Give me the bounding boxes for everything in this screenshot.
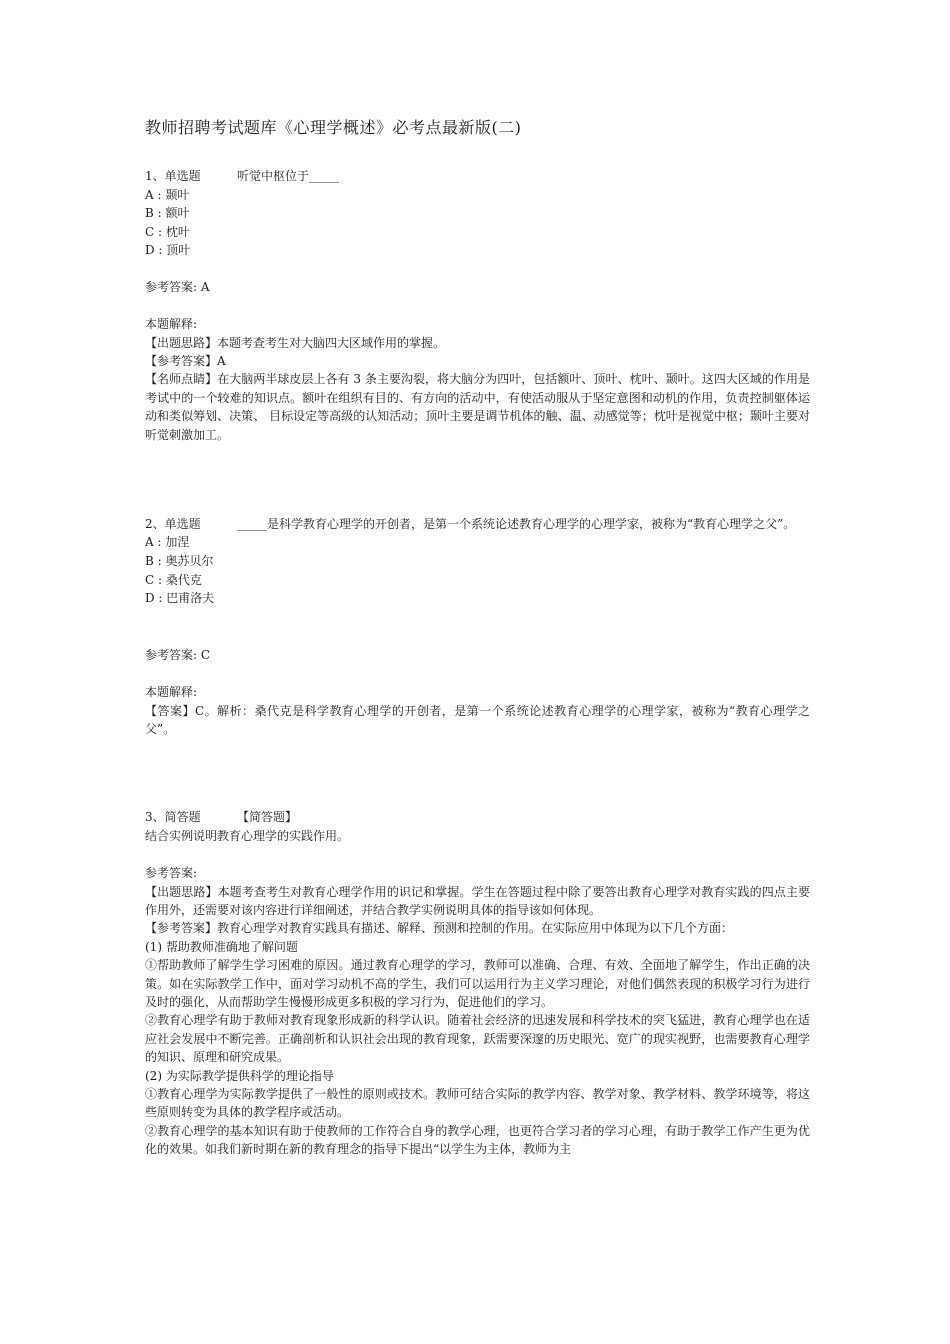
answer-paragraph: ①教育心理学为实际教学提供了一般性的原则或技术。教师可结合实际的教学内容、教学对象、教学材料、教学环境等，将这些原则转变为具体的教学程序或活动。 — [145, 1087, 810, 1120]
question-2 — [145, 515, 810, 608]
explanation-label: 本题解释: — [145, 317, 198, 331]
answer-paragraph: ①帮助教师了解学生学习困难的原因。通过教育心理学的学习，教师可以准确、合理、有效、全面地了解学生，作出正确的决策。如在实际教学工作中，面对学习动机不高的学生，我们可以运用行为主义学习理论，对他们偶然表现的积极学习行为进行及时的强化，从而帮助学生慢慢形成更多积极的学习行为，促进他们的学习。 — [145, 958, 810, 1010]
explanation-paragraph: 【参考答案】A — [145, 354, 226, 368]
question-stem: 【简答题】 — [237, 810, 298, 824]
answer-paragraph: 【参考答案】教育心理学对教育实践具有描述、解释、预测和控制的作用。在实际应用中体现为以下几个方面： — [145, 921, 734, 936]
question-stem: 听觉中枢位于_____ — [237, 169, 340, 183]
option-b: B : 奥苏贝尔 — [145, 554, 214, 568]
option-d: D : 巴甫洛夫 — [145, 591, 215, 606]
answer-paragraph: ②教育心理学的基本知识有助于使教师的工作符合自身的教学心理，也更符合学习者的学习心理，有助于教学工作产生更为优化的效果。如我们新时期在新的教育理念的指导下提出“以学生为主体，教师为主 — [145, 1123, 810, 1157]
question-type: 2、单选题 — [145, 517, 201, 531]
answer: 参考答案: A — [145, 280, 210, 294]
page-title: 教师招聘考试题库《心理学概述》必考点最新版(二) — [145, 118, 522, 137]
question-header — [145, 808, 810, 827]
explanation-paragraph: 【名师点睛】在大脑两半球皮层上各有 3 条主要沟裂，将大脑分为四叶，包括额叶、顶叶、枕叶、颞叶。这四大区域的作用是考试中的一个较难的知识点。额叶在组织有目的、有方向的活动中，有使活动服从于坚定意图和动机的作用，负责控制躯体运动和类似筹划、决策、 目标设定等高级的认知活动；顶叶主要是调节机体的触、温、动感觉等；枕叶是视觉中枢；颞叶主要对听觉刺激加工。 — [145, 372, 810, 442]
answer-paragraph: ②教育心理学有助于教师对教育现象形成新的科学认识。随着社会经济的迅速发展和科学技术的突飞猛进，教育心理学也在适应社会发展中不断完善。正确剖析和认识社会出现的教育现象，跃需要深邃的历史眼光、宽广的现实视野，也需要教育心理学的知识、原理和研究成果。 — [145, 1013, 810, 1065]
explanation-label: 本题解释: — [145, 685, 198, 699]
answer-paragraph: (2) 为实际教学提供科学的理论指导 — [145, 1068, 334, 1083]
reference-answer — [145, 864, 810, 1159]
option-c: C : 桑代克 — [145, 572, 202, 587]
explanation — [145, 683, 810, 738]
explanation — [145, 315, 810, 444]
question-stem: _____是科学教育心理学的开创者，是第一个系统论述教育心理学的心理学家，被称为“教育心理学之父”。 — [237, 517, 796, 531]
question-text: 结合实例说明教育心理学的实践作用。 — [145, 828, 350, 843]
question-header — [145, 515, 810, 533]
option-c: C : 枕叶 — [145, 224, 190, 239]
option-b: B : 额叶 — [145, 206, 190, 221]
question-3 — [145, 808, 810, 845]
explanation-paragraph: 【出题思路】本题考查考生对大脑四大区域作用的掌握。 — [145, 335, 446, 350]
option-d: D : 顶叶 — [145, 243, 191, 258]
question-type: 3、简答题 — [145, 810, 201, 824]
question-type: 1、单选题 — [145, 169, 201, 183]
answer: 参考答案: C — [145, 648, 211, 662]
question-1 — [145, 167, 810, 260]
question-header — [145, 167, 810, 186]
answer-paragraph: 【出题思路】本题考查考生对教育心理学作用的识记和掌握。学生在答题过程中除了要答出教育心理学对教育实践的四点主要作用外，还需要对该内容进行详细阐述，并结合教学实例说明具体的指导该如何体现。 — [145, 884, 810, 917]
answer-label: 参考答案: — [145, 866, 198, 880]
option-a: A : 颞叶 — [145, 187, 190, 202]
option-a: A : 加涅 — [145, 535, 190, 550]
answer-paragraph: (1) 帮助教师准确地了解问题 — [145, 939, 298, 954]
explanation-paragraph: 【答案】C。解析：桑代克是科学教育心理学的开创者，是第一个系统论述教育心理学的心理学家，被称为“教育心理学之父”。 — [145, 703, 810, 736]
